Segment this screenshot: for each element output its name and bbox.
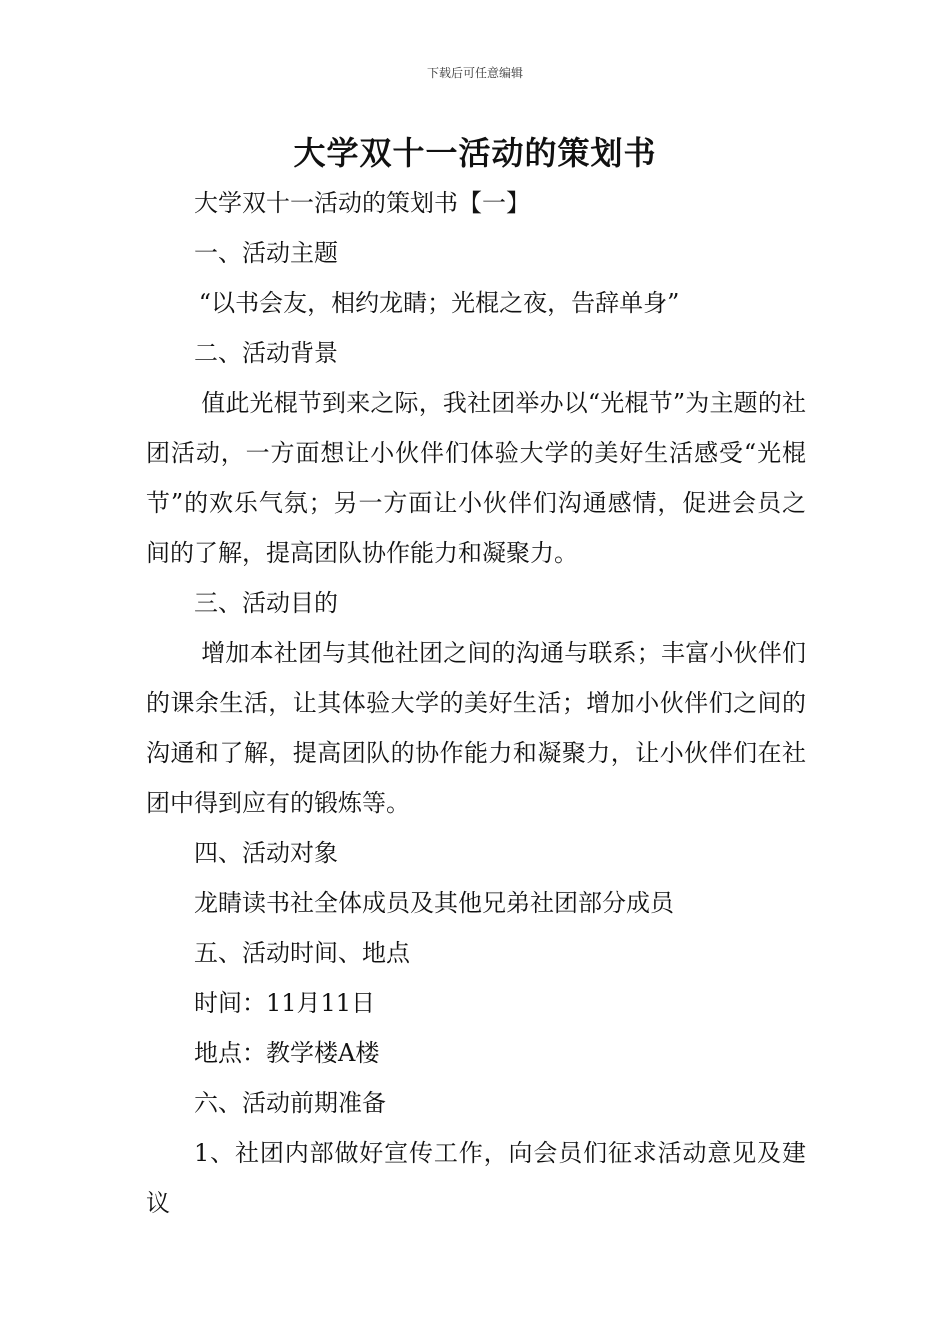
document-subtitle: 大学双十一活动的策划书【一】 [194, 189, 530, 217]
section-content: 龙睛读书社全体成员及其他兄弟社团部分成员 [194, 889, 674, 917]
section-heading: 一、活动主题 [194, 239, 338, 267]
section-content: 值此光棍节到来之际，我社团举办以“光棍节”为主题的社团活动，一方面想让小伙伴们体验大学的美好生活感受“光棍节”的欢乐气氛；另一方面让小伙伴们沟通感情，促进会员之间的了解，提高团队协作能力和凝聚力。 [146, 389, 806, 567]
header-note: 下载后可任意编辑 [426, 66, 523, 80]
activity-place: 地点：教学楼A楼 [194, 1039, 380, 1067]
section-heading: 四、活动对象 [194, 839, 338, 867]
document-body [146, 178, 806, 1228]
section-heading: 二、活动背景 [194, 339, 338, 367]
section-content: 增加本社团与其他社团之间的沟通与联系；丰富小伙伴们的课余生活，让其体验大学的美好生活；增加小伙伴们之间的沟通和了解，提高团队的协作能力和凝聚力，让小伙伴们在社团中得到应有的锻炼等。 [146, 639, 806, 817]
section-content: 1、社团内部做好宣传工作，向会员们征求活动意见及建议 [146, 1139, 806, 1217]
activity-time: 时间：11月11日 [194, 989, 376, 1017]
section-heading: 五、活动时间、地点 [194, 939, 410, 967]
document-title: 大学双十一活动的策划书 [293, 134, 657, 172]
section-content: “以书会友，相约龙睛；光棍之夜，告辞单身” [198, 289, 680, 317]
section-heading: 三、活动目的 [194, 589, 338, 617]
section-heading: 六、活动前期准备 [194, 1089, 386, 1117]
